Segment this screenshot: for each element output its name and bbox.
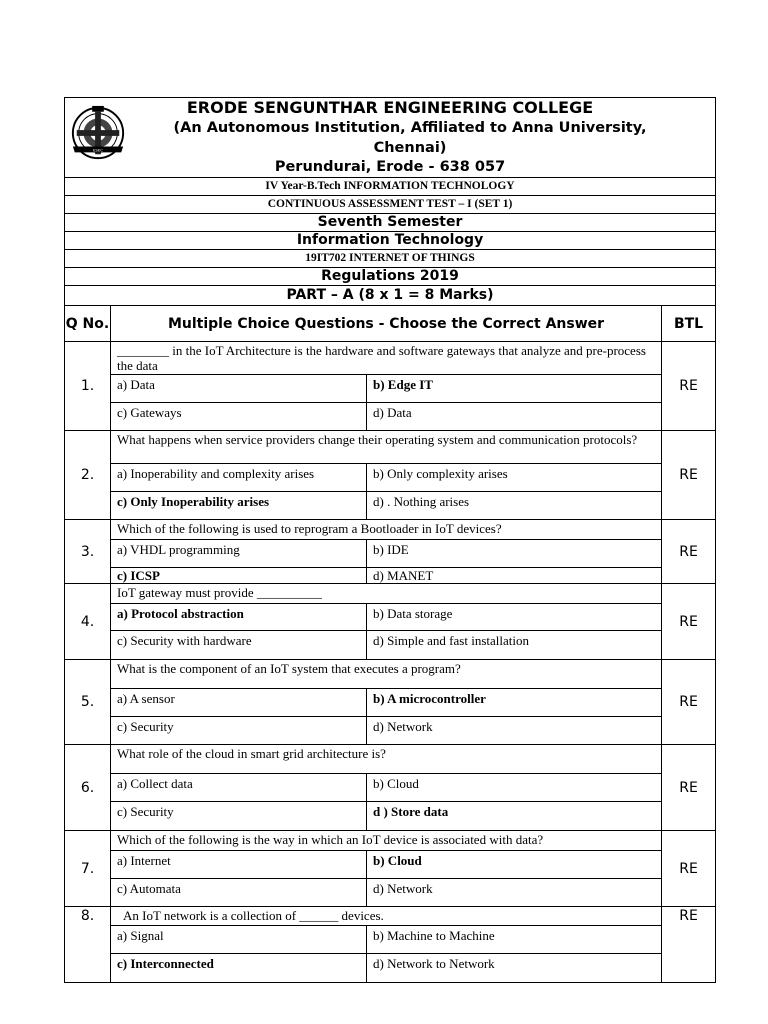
option-a: a) VHDL programming (111, 540, 367, 568)
question-number: 2. (65, 431, 111, 520)
department: Information Technology (65, 232, 716, 250)
year-dept: IV Year-B.Tech INFORMATION TECHNOLOGY (65, 178, 716, 196)
btl-level: RE (662, 745, 716, 831)
question-text: Which of the following is the way in which an IoT device is associated with data? (111, 831, 662, 851)
option-b: b) Cloud (367, 851, 662, 879)
btl-level: RE (662, 342, 716, 431)
option-b: b) Data storage (367, 604, 662, 631)
option-a: a) Collect data (111, 774, 367, 802)
btl-level: RE (662, 584, 716, 660)
option-a: a) A sensor (111, 689, 367, 717)
option-c: c) ICSP (111, 568, 367, 584)
option-d: d) Network (367, 717, 662, 745)
question-row (65, 342, 716, 375)
btl-header: BTL (662, 306, 716, 342)
part-title: PART – A (8 x 1 = 8 Marks) (65, 286, 716, 306)
question-text: An IoT network is a collection of ______ devices. (111, 907, 662, 926)
regulations: Regulations 2019 (65, 268, 716, 286)
question-number: 5. (65, 660, 111, 745)
option-d: d) MANET (367, 568, 662, 584)
option-b: b) IDE (367, 540, 662, 568)
option-a: a) Data (111, 375, 367, 403)
option-b: b) Edge IT (367, 375, 662, 403)
option-a: a) Internet (111, 851, 367, 879)
option-a: a) Protocol abstraction (111, 604, 367, 631)
question-text: ________ in the IoT Architecture is the hardware and software gateways that analyze and pre-process the data (111, 342, 662, 375)
college-name: ERODE SENGUNTHAR ENGINEERING COLLEGE (186, 98, 594, 117)
question-row (65, 660, 716, 689)
question-row (65, 431, 716, 464)
option-a: a) Inoperability and complexity arises (111, 464, 367, 492)
btl-level: RE (662, 660, 716, 745)
question-row (65, 745, 716, 774)
option-a: a) Signal (111, 926, 367, 954)
question-text: What role of the cloud in smart grid architecture is? (111, 745, 662, 774)
option-c: c) Only Inoperability arises (111, 492, 367, 520)
test-name: CONTINUOUS ASSESSMENT TEST – I (SET 1) (65, 196, 716, 214)
question-number: 1. (65, 342, 111, 431)
option-b: b) Machine to Machine (367, 926, 662, 954)
question-header: Multiple Choice Questions - Choose the Correct Answer (111, 306, 662, 342)
option-c: c) Automata (111, 879, 367, 907)
question-row (65, 907, 716, 926)
option-b: b) Only complexity arises (367, 464, 662, 492)
option-d: d) . Nothing arises (367, 492, 662, 520)
question-text: What is the component of an IoT system that executes a program? (111, 660, 662, 689)
option-d: d) Network (367, 879, 662, 907)
question-text: What happens when service providers change their operating system and communication protocols? (111, 431, 662, 464)
option-c: c) Security (111, 717, 367, 745)
question-number: 7. (65, 831, 111, 907)
exam-sheet (64, 97, 715, 983)
option-d: d) Simple and fast installation (367, 631, 662, 660)
affiliation: (An Autonomous Institution, Affiliated to Anna University, Chennai) (173, 120, 647, 156)
question-text: IoT gateway must provide __________ (111, 584, 662, 604)
college-address: Perundurai, Erode - 638 057 (274, 159, 506, 175)
svg-text:ESEC: ESEC (92, 147, 104, 153)
question-row (65, 831, 716, 851)
option-d: d) Network to Network (367, 954, 662, 983)
btl-level: RE (662, 520, 716, 584)
course-code: 19IT702 INTERNET OF THINGS (65, 250, 716, 268)
qno-header: Q No. (65, 306, 111, 342)
exam-table (64, 97, 716, 983)
option-c: c) Security with hardware (111, 631, 367, 660)
column-header-row (65, 306, 716, 342)
question-number: 3. (65, 520, 111, 584)
btl-level: RE (662, 831, 716, 907)
college-header (65, 98, 716, 178)
option-c: c) Interconnected (111, 954, 367, 983)
option-b: b) Cloud (367, 774, 662, 802)
btl-level: RE (662, 907, 716, 983)
question-number: 6. (65, 745, 111, 831)
college-header-row (65, 98, 716, 178)
question-row (65, 520, 716, 540)
btl-level: RE (662, 431, 716, 520)
question-number: 8. (65, 907, 111, 983)
question-number: 4. (65, 584, 111, 660)
option-d: d) Data (367, 403, 662, 431)
option-b: b) A microcontroller (367, 689, 662, 717)
question-row (65, 584, 716, 604)
question-text: Which of the following is used to reprogram a Bootloader in IoT devices? (111, 520, 662, 540)
college-seal-icon (69, 104, 127, 162)
semester: Seventh Semester (65, 214, 716, 232)
option-c: c) Security (111, 802, 367, 831)
option-d: d ) Store data (367, 802, 662, 831)
option-c: c) Gateways (111, 403, 367, 431)
